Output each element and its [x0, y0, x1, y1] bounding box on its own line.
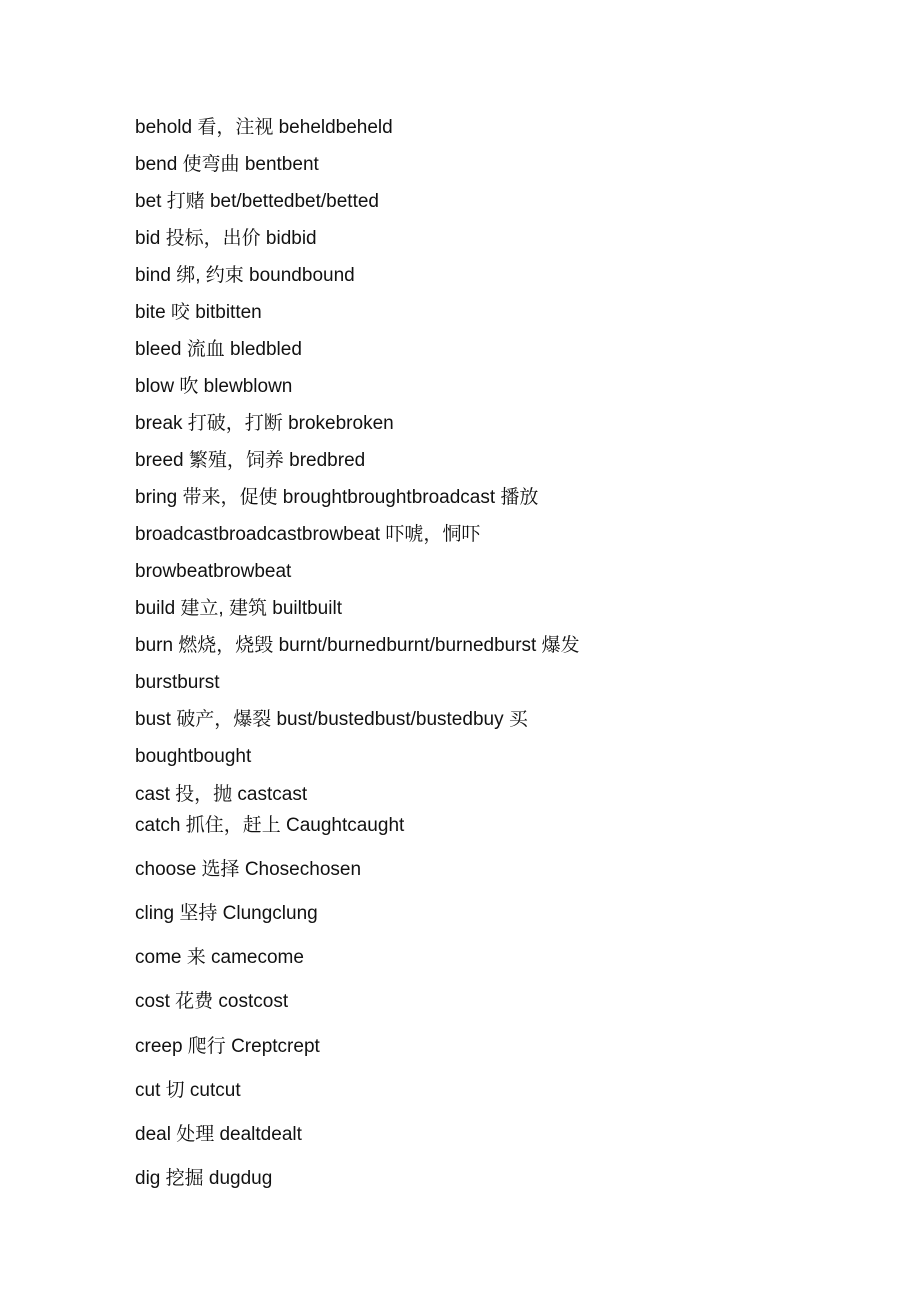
- text-line: bite 咬 bitbitten: [135, 302, 262, 323]
- text-line: bring 带来，促使 broughtbroughtbroadcast 播放: [135, 487, 539, 508]
- text-line: come 来 camecome: [135, 947, 304, 968]
- text-line: bind 绑, 约束 boundbound: [135, 265, 355, 286]
- text-line: choose 选择 Chosechosen: [135, 859, 362, 880]
- text-line: bleed 流血 bledbled: [135, 339, 302, 360]
- text-line: bend 使弯曲 bentbent: [135, 154, 319, 175]
- text-line: deal 处理 dealtdealt: [135, 1124, 302, 1145]
- text-line: cost 花费 costcost: [135, 991, 289, 1012]
- text-line: burn 燃烧，烧毁 burnt/burnedburnt/burnedburst 爆发: [135, 635, 580, 656]
- text-line: broadcastbroadcastbrowbeat 吓唬，恫吓: [135, 524, 481, 545]
- text-line: creep 爬行 Creptcrept: [135, 1036, 320, 1057]
- text-line: blow 吹 blewblown: [135, 376, 293, 397]
- text-line: bet 打赌 bet/bettedbet/betted: [135, 191, 380, 212]
- text-line: boughtbought: [135, 746, 252, 767]
- text-line: bid 投标，出价 bidbid: [135, 228, 317, 249]
- text-line: build 建立, 建筑 builtbuilt: [135, 598, 342, 619]
- text-line: cast 投，抛 castcast: [135, 784, 308, 805]
- text-line: catch 抓住，赶上 Caughtcaught: [135, 815, 405, 836]
- text-line: breed 繁殖，饲养 bredbred: [135, 450, 366, 471]
- text-line: dig 挖掘 dugdug: [135, 1168, 273, 1189]
- text-line: browbeatbrowbeat: [135, 561, 292, 582]
- text-line: cut 切 cutcut: [135, 1080, 241, 1101]
- text-line: break 打破，打断 brokebroken: [135, 413, 394, 434]
- text-line: bust 破产，爆裂 bust/bustedbust/bustedbuy 买: [135, 709, 528, 730]
- text-line: cling 坚持 Clungclung: [135, 903, 318, 924]
- text-line: burstburst: [135, 672, 220, 693]
- text-line: behold 看，注视 beheldbeheld: [135, 117, 393, 138]
